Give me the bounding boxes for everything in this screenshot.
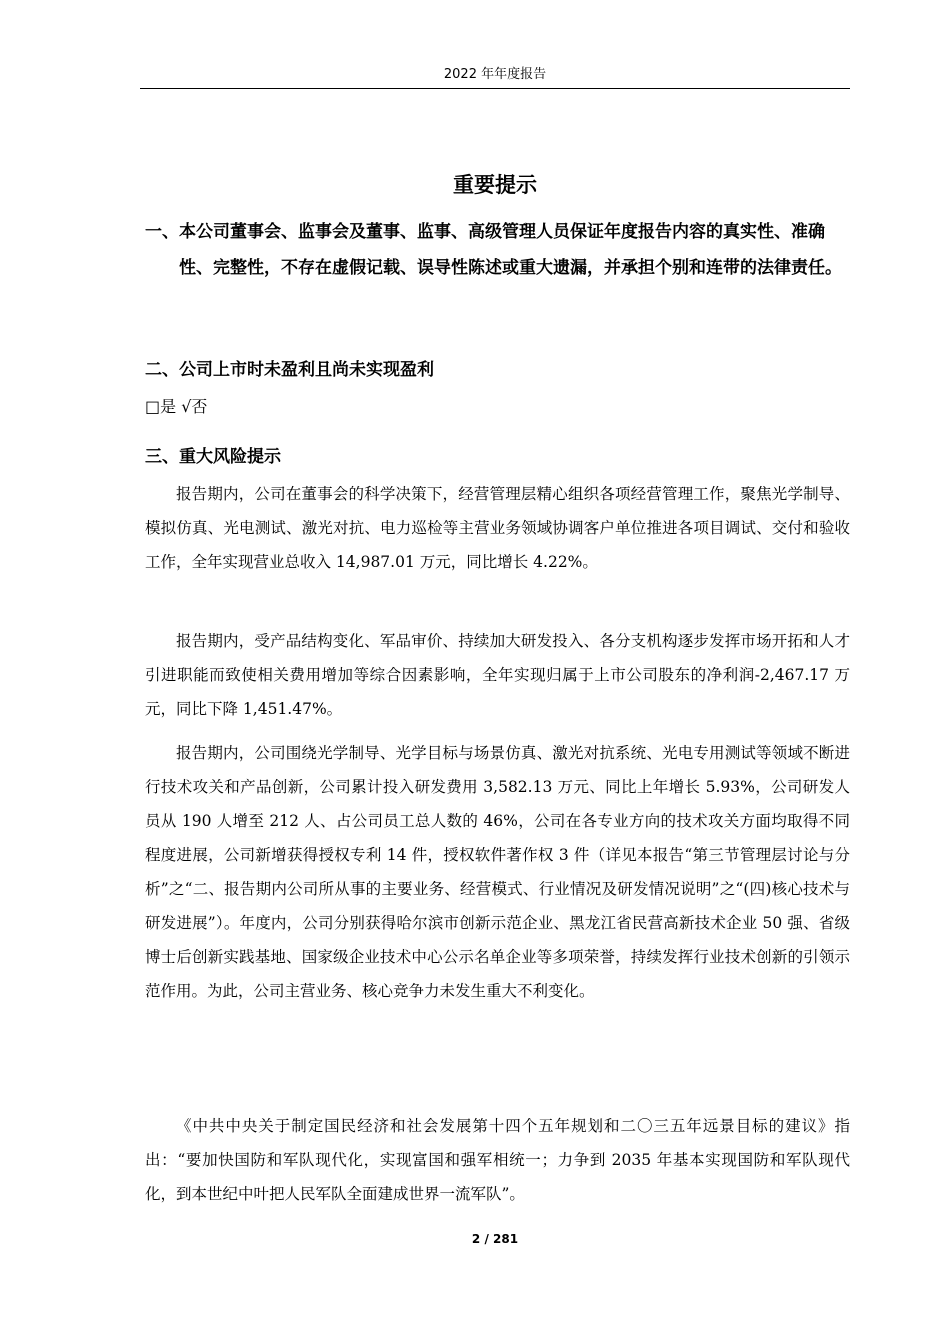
paragraph-net-profit: 报告期内，受产品结构变化、军品审价、持续加大研发投入、各分支机构逐步发挥市场开拓和人才引进职能而致使相关费用增加等综合因素影响，全年实现归属于上市公司股东的净利润-2,467.17 万元，同比下降 1,451.47%。 [145,632,850,718]
section-3-heading: 三、重大风险提示 [145,447,281,467]
header-divider [140,88,850,89]
page-header: 2022 年年度报告 [443,67,547,82]
section-2-heading: 二、公司上市时未盈利且尚未实现盈利 [145,360,434,380]
profitability-options: □是 √否 [145,397,208,416]
paragraph-revenue: 报告期内，公司在董事会的科学决策下，经营管理层精心组织各项经营管理工作，聚焦光学制导、模拟仿真、光电测试、激光对抗、电力巡检等主营业务领域协调客户单位推进各项目调试、交付和验收工作，全年实现营业总收入 14,987.01 万元，同比增长 4.22%。 [145,485,850,571]
paragraph-rd-progress: 报告期内，公司围绕光学制导、光学目标与场景仿真、激光对抗系统、光电专用测试等领域不断进行技术攻关和产品创新，公司累计投入研发费用 3,582.13 万元、同比上年增长 5.93%，公司研发人员从 190 人增至 212 人、占公司员工总人数的 46%，公司在各专业方向的技术攻关方面均取得不同程度进展，公司新增获得授权专利 14 件，授权软件著作权 3 件（详见本报告“第三节管理层讨论与分析”之“二、报告期内公司所从事的主要业务、经营模式、行业情况及研发情况说明”之“(四)核心技术与研发进展”）。年度内，公司分别获得哈尔滨市创新示范企业、黑龙江省民营高新技术企业 50 强、省级博士后创新实践基地、国家级企业技术中心公示名单企业等多项荣誉，持续发挥行业技术创新的引领示范作用。为此，公司主营业务、核心竞争力未发生重大不利变化。 [145,744,851,1000]
page-title: 重要提示 [453,173,537,197]
paragraph-policy: 《中共中央关于制定国民经济和社会发展第十四个五年规划和二〇三五年远景目标的建议》指出：“要加快国防和军队现代化，实现富国和强军相统一；力争到 2035 年基本实现国防和军队现代化，到本世纪中叶把人民军队全面建成世界一流军队”。 [145,1117,850,1203]
section-1-statement: 一、本公司董事会、监事会及董事、监事、高级管理人员保证年度报告内容的真实性、准确性、完整性，不存在虚假记载、误导性陈述或重大遗漏，并承担个别和连带的法律责任。 [145,222,842,278]
page-number: 2 / 281 [471,1232,519,1246]
